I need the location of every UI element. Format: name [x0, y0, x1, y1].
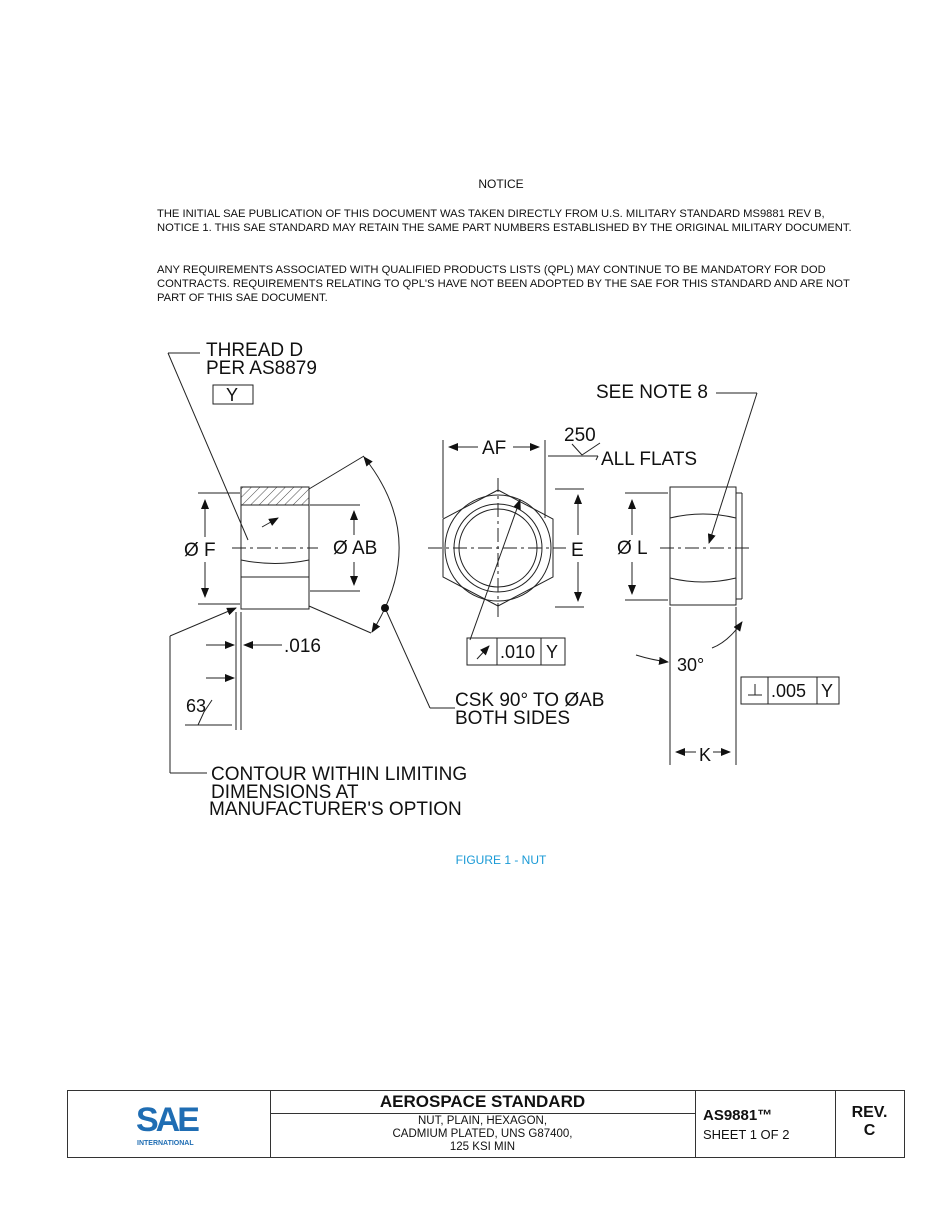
- logo-sub: INTERNATIONAL: [137, 1140, 194, 1147]
- logo-cell: [68, 1091, 271, 1157]
- finish-250-label: 250: [564, 425, 596, 446]
- figure-caption: FIGURE 1 - NUT: [455, 853, 547, 867]
- dia-ab-label: Ø AB: [333, 538, 378, 559]
- desc-line-1: NUT, PLAIN, HEXAGON,: [417, 1115, 548, 1127]
- dia-f-label: Ø F: [184, 540, 216, 561]
- notice-title: NOTICE: [478, 177, 524, 191]
- af-label: AF: [482, 438, 507, 459]
- doc-number: AS9881™: [703, 1107, 773, 1124]
- title-block: [67, 1090, 905, 1158]
- angle-30-label: 30°: [677, 655, 705, 675]
- desc-line-2: CADMIUM PLATED, UNS G87400,: [392, 1128, 573, 1140]
- sae-logo: [136, 1100, 206, 1148]
- doc-heading: AEROSPACE STANDARD: [270, 1091, 695, 1114]
- k-label: K: [699, 745, 712, 765]
- runout-datum: Y: [546, 642, 559, 662]
- sheet-number: SHEET 1 OF 2: [703, 1127, 790, 1142]
- e-label: E: [571, 540, 584, 561]
- all-flats-label: ALL FLATS: [601, 449, 698, 470]
- finish-63-label: 63: [186, 696, 207, 716]
- dia-l-label: Ø L: [617, 538, 648, 559]
- perp-value: .005: [771, 681, 807, 701]
- rev-value: C: [863, 1122, 876, 1139]
- thread-label-1: THREAD D: [206, 340, 304, 361]
- contour-label-3: MANUFACTURER'S OPTION: [209, 799, 462, 820]
- contour-label-1: CONTOUR WITHIN LIMITING: [211, 764, 468, 785]
- side-elevation-view: [670, 487, 736, 605]
- logo-text: SAE: [136, 1101, 197, 1139]
- doc-cell: [695, 1091, 836, 1157]
- title-cell: [270, 1091, 696, 1157]
- csk-label-2: BOTH SIDES: [455, 708, 571, 729]
- dim-016-label: .016: [284, 636, 321, 657]
- csk-label-1: CSK 90° TO ØAB: [455, 690, 605, 711]
- contour-label-2: DIMENSIONS AT: [211, 782, 359, 803]
- notice-paragraph-2: ANY REQUIREMENTS ASSOCIATED WITH QUALIFIED PRODUCTS LISTS (QPL) MAY CONTINUE TO BE MANDATORY FOR DOD CONTRACTS. REQUIREMENTS RELATING TO QPL'S HAVE NOT BEEN ADOPTED BY THE SAE FOR THIS STANDARD AND ARE NOT PART OF THIS SAE DOCUMENT.: [157, 264, 850, 304]
- thread-label-2: PER AS8879: [206, 358, 317, 379]
- runout-value: .010: [500, 642, 536, 662]
- perp-datum: Y: [821, 681, 834, 701]
- see-note-label: SEE NOTE 8: [596, 382, 708, 403]
- desc-line-3: 125 KSI MIN: [449, 1141, 516, 1153]
- notice-paragraph-1: THE INITIAL SAE PUBLICATION OF THIS DOCUMENT WAS TAKEN DIRECTLY FROM U.S. MILITARY STANDARD MS9881 REV B, NOTICE 1. THIS SAE STANDARD MAY RETAIN THE SAME PART NUMBERS ESTABLISHED BY THE ORIGINAL MILITARY DOCUMENT.: [157, 208, 852, 234]
- rev-label: REV.: [851, 1104, 888, 1121]
- datum-label: Y: [226, 385, 239, 405]
- rev-cell: [835, 1091, 904, 1157]
